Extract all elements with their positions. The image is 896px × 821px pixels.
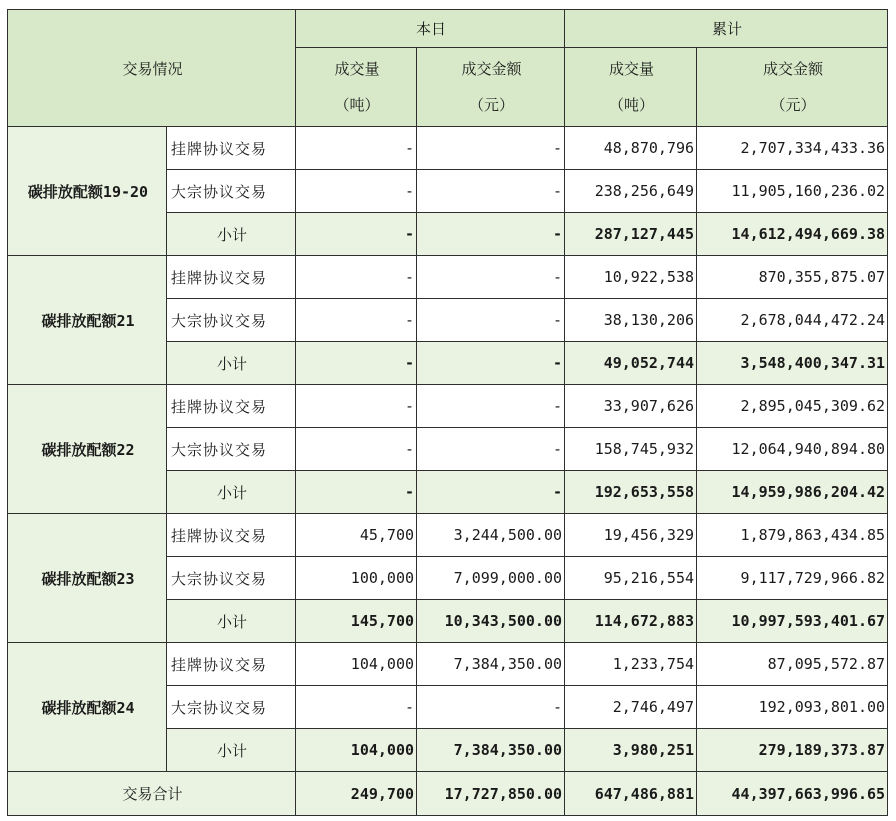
today-amount-cell: -: [417, 213, 565, 256]
header-today-amount: [417, 48, 565, 127]
today-volume-cell: 104,000: [296, 729, 417, 772]
cum-amount-cell: 2,895,045,309.62: [697, 385, 888, 428]
cum-volume-cell: 95,216,554: [565, 557, 697, 600]
cum-volume-cell: 49,052,744: [565, 342, 697, 385]
trade-type-cell: 小计: [167, 600, 296, 643]
group-name: 碳排放配额24: [8, 643, 167, 772]
cum-volume-cell: 287,127,445: [565, 213, 697, 256]
today-volume-cell: -: [296, 342, 417, 385]
group-name: 碳排放配额21: [8, 256, 167, 385]
header-volume-unit: （吨）: [609, 96, 655, 114]
trade-type-cell: 挂牌协议交易: [167, 256, 296, 299]
header-amount-label: 成交金额: [763, 60, 824, 78]
table-row: [8, 256, 888, 299]
cum-volume-cell: 33,907,626: [565, 385, 697, 428]
cum-amount-cell: 870,355,875.07: [697, 256, 888, 299]
today-volume-cell: -: [296, 256, 417, 299]
trade-type-cell: 大宗协议交易: [167, 428, 296, 471]
group-name: 碳排放配额19-20: [8, 127, 167, 256]
header-category: 交易情况: [8, 10, 296, 127]
cum-amount-cell: 87,095,572.87: [697, 643, 888, 686]
header-volume-label: 成交量: [334, 60, 380, 78]
cum-amount-cell: 192,093,801.00: [697, 686, 888, 729]
header-today: 本日: [296, 10, 565, 48]
today-amount-cell: -: [417, 127, 565, 170]
cum-amount-cell: 14,959,986,204.42: [697, 471, 888, 514]
table-row: [8, 514, 888, 557]
header-cumulative: 累计: [565, 10, 888, 48]
cum-volume-cell: 1,233,754: [565, 643, 697, 686]
group-name: 碳排放配额23: [8, 514, 167, 643]
header-amount-unit: （元）: [469, 96, 515, 114]
trade-type-cell: 大宗协议交易: [167, 557, 296, 600]
cum-amount-cell: 1,879,863,434.85: [697, 514, 888, 557]
trade-type-cell: 挂牌协议交易: [167, 643, 296, 686]
trading-summary-table: [7, 9, 888, 816]
today-volume-cell: -: [296, 471, 417, 514]
total-cum-volume: 647,486,881: [565, 772, 697, 816]
trade-type-cell: 挂牌协议交易: [167, 514, 296, 557]
trade-type-cell: 小计: [167, 342, 296, 385]
total-cum-amount: 44,397,663,996.65: [697, 772, 888, 816]
today-volume-cell: -: [296, 428, 417, 471]
cum-amount-cell: 14,612,494,669.38: [697, 213, 888, 256]
cum-volume-cell: 38,130,206: [565, 299, 697, 342]
cum-volume-cell: 2,746,497: [565, 686, 697, 729]
table-row: [8, 385, 888, 428]
cum-amount-cell: 11,905,160,236.02: [697, 170, 888, 213]
cum-volume-cell: 48,870,796: [565, 127, 697, 170]
header-cum-amount: [697, 48, 888, 127]
today-volume-cell: 45,700: [296, 514, 417, 557]
today-amount-cell: 7,384,350.00: [417, 729, 565, 772]
table-body: [8, 127, 888, 772]
cum-volume-cell: 10,922,538: [565, 256, 697, 299]
today-amount-cell: -: [417, 170, 565, 213]
cum-volume-cell: 158,745,932: [565, 428, 697, 471]
total-row: [8, 772, 888, 816]
header-today-volume: [296, 48, 417, 127]
today-volume-cell: -: [296, 170, 417, 213]
total-today-volume: 249,700: [296, 772, 417, 816]
today-volume-cell: 104,000: [296, 643, 417, 686]
trade-type-cell: 挂牌协议交易: [167, 385, 296, 428]
today-amount-cell: -: [417, 471, 565, 514]
today-amount-cell: -: [417, 385, 565, 428]
cum-amount-cell: 279,189,373.87: [697, 729, 888, 772]
cum-volume-cell: 114,672,883: [565, 600, 697, 643]
today-volume-cell: 145,700: [296, 600, 417, 643]
total-label: 交易合计: [8, 772, 296, 816]
header-volume-unit: （吨）: [334, 96, 380, 114]
cum-amount-cell: 2,707,334,433.36: [697, 127, 888, 170]
cum-amount-cell: 9,117,729,966.82: [697, 557, 888, 600]
cum-amount-cell: 3,548,400,347.31: [697, 342, 888, 385]
today-volume-cell: 100,000: [296, 557, 417, 600]
today-amount-cell: 3,244,500.00: [417, 514, 565, 557]
trade-type-cell: 小计: [167, 471, 296, 514]
cum-amount-cell: 12,064,940,894.80: [697, 428, 888, 471]
cum-volume-cell: 19,456,329: [565, 514, 697, 557]
cum-volume-cell: 238,256,649: [565, 170, 697, 213]
today-amount-cell: -: [417, 342, 565, 385]
trade-type-cell: 大宗协议交易: [167, 170, 296, 213]
cum-volume-cell: 3,980,251: [565, 729, 697, 772]
trade-type-cell: 大宗协议交易: [167, 686, 296, 729]
trade-type-cell: 小计: [167, 213, 296, 256]
header-volume-label: 成交量: [609, 60, 655, 78]
today-amount-cell: 7,099,000.00: [417, 557, 565, 600]
today-volume-cell: -: [296, 299, 417, 342]
group-name: 碳排放配额22: [8, 385, 167, 514]
trade-type-cell: 挂牌协议交易: [167, 127, 296, 170]
cum-amount-cell: 10,997,593,401.67: [697, 600, 888, 643]
header-cum-volume: [565, 48, 697, 127]
today-amount-cell: -: [417, 299, 565, 342]
cum-amount-cell: 2,678,044,472.24: [697, 299, 888, 342]
today-amount-cell: -: [417, 686, 565, 729]
trade-type-cell: 大宗协议交易: [167, 299, 296, 342]
today-amount-cell: 7,384,350.00: [417, 643, 565, 686]
today-volume-cell: -: [296, 213, 417, 256]
today-amount-cell: -: [417, 256, 565, 299]
today-amount-cell: -: [417, 428, 565, 471]
today-volume-cell: -: [296, 385, 417, 428]
cum-volume-cell: 192,653,558: [565, 471, 697, 514]
today-volume-cell: -: [296, 127, 417, 170]
table-row: [8, 127, 888, 170]
total-today-amount: 17,727,850.00: [417, 772, 565, 816]
table-row: [8, 643, 888, 686]
today-volume-cell: -: [296, 686, 417, 729]
today-amount-cell: 10,343,500.00: [417, 600, 565, 643]
header-amount-unit: （元）: [770, 96, 816, 114]
header-amount-label: 成交金额: [461, 60, 522, 78]
trade-type-cell: 小计: [167, 729, 296, 772]
